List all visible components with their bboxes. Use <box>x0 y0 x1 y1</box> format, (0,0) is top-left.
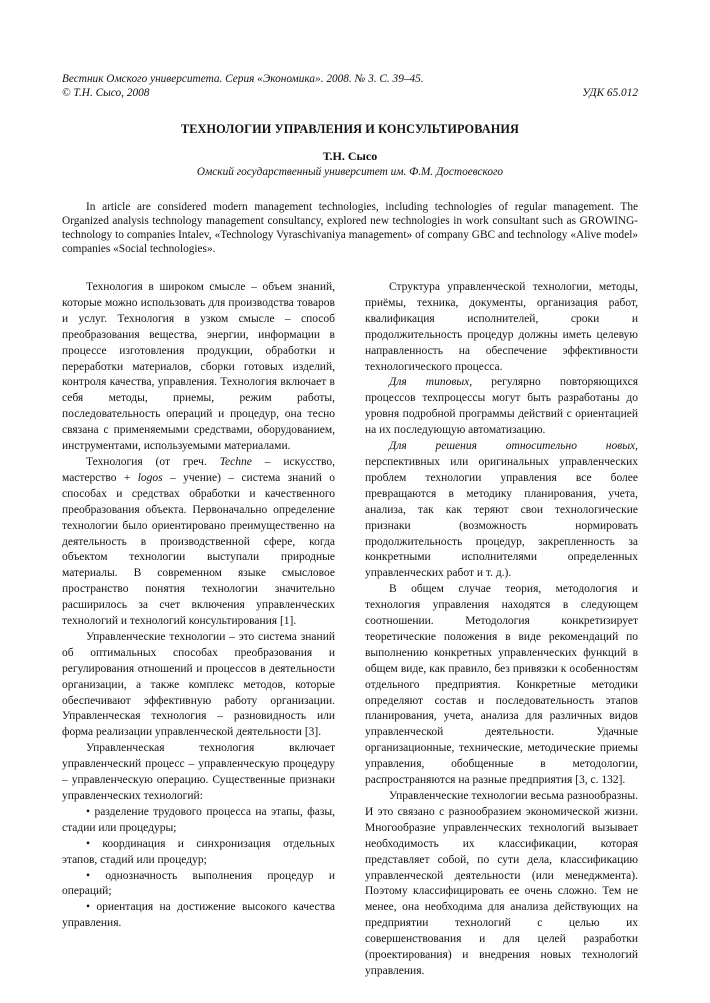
paragraph: Технология в широком смысле – объем знаний, которые можно использовать для производства товаров и услуг. Технология в узком смысле – способ преобразования вещества, энергии, информации в процессе изготовления продукции, обработки и переработки материалов, сборки готовых изделий, контроля качества, управления. Технология включает в себя методы, приемы, режим работы, последовательность операций и процедур, она тесно связана с применяемыми средствами, оборудованием, инструментами, используемыми материалами. <box>62 281 335 453</box>
paragraph: Технология (от греч. Techne – искусство, мастерство + logos – учение) – система знаний о способах и средствах обработки и качественного преобразования объекта. Первоначально определение технологии было ориентировано преимущественно на деятельность в производственной сфере, когда объектом технологии выступали природные материалы. В современном языке смысловое пространство понятия технологии значительно расширилось за счет включения управленческих технологий и технологий консультирования [1]. <box>62 455 335 628</box>
bullet-item: • координация и синхронизация отдельных этапов, стадий или процедур; <box>62 837 335 866</box>
bullet-item: • однозначность выполнения процедур и операций; <box>62 869 335 898</box>
paragraph: Структура управленческой технологии, методы, приёмы, техника, документы, организация работ, квалификация исполнителей, сроки и продолжительность процедур должны иметь целевую направленность на обеспечение эффективности технологического процесса. <box>365 281 638 373</box>
paragraph: Управленческие технологии весьма разнообразны. И это связано с разнообразием экономической жизни. Многообразие управленческих технологий вызывает необходимость их классификации, которая представляет собой, по сути дела, классификацию управленческой деятельности (или менеджмента). Поэтому классифицировать ее очень сложно. Тем не менее, она необходима для анализа действующих на предприятии технологий с целью их совершенствования и для целей разработки (проектирования) и внедрения новых технологий управления. <box>365 790 638 977</box>
body-columns <box>62 280 638 980</box>
left-column <box>62 280 335 980</box>
paragraph: Для типовых, регулярно повторяющихся процессов техпроцессы могут быть разработаны до уровня подробной программы действий с ориентацией на их последующую автоматизацию. <box>365 376 638 437</box>
author-name: Т.Н. Сысо <box>322 149 378 163</box>
udk-code: УДК 65.012 <box>582 87 638 99</box>
bullet-item: • ориентация на достижение высокого качества управления. <box>62 901 335 930</box>
running-header <box>62 72 638 100</box>
paragraph: В общем случае теория, методология и технология управления находятся в следующем соотношении. Методология конкретизирует теоретические положения в виде рекомендаций по выполнению конкретных управленческих функций в общем виде, как правило, без привязки к особенностям отдельного предприятия. Конкретные методики определяют состав и последовательность этапов планирования, учета, анализа для различных видов управленческой деятельности. Удачные организационные, технические, методические приемы управления, обобщенные в методологии, распространяются на разные предприятия [3, с. 132]. <box>365 583 638 787</box>
author-affiliation: Омский государственный университет им. Ф.М. Достоевского <box>196 166 504 178</box>
copyright-line: © Т.Н. Сысо, 2008 <box>62 87 150 99</box>
article-page <box>62 72 638 980</box>
article-title: ТЕХНОЛОГИИ УПРАВЛЕНИЯ И КОНСУЛЬТИРОВАНИЯ <box>180 122 520 136</box>
abstract: In article are considered modern management technologies, including technologies of regular management. The Organized analysis technology management consultancy, explored new technologies in work consultant such as GROWING-technology to companies Intalev, «Technology Vyraschivaniya management» of company GBC and technology «Alive model» companies «Social technologies». <box>62 201 638 255</box>
paragraph: Управленческая технология включает управленческий процесс – управленческую процедуру – управленческую операцию. Существенные признаки управленческих технологий: <box>62 742 335 802</box>
paragraph: Управленческие технологии – это система знаний об оптимальных способах преобразования и регулирования отношений и процессов в деятельности организации, а также комплекс методов, которые обеспечивают эффективную работу организации. Управленческая технология – разновидность или форма реализации управленческой деятельности [3]. <box>62 630 335 739</box>
right-column <box>365 280 638 980</box>
journal-citation: Вестник Омского университета. Серия «Экономика». 2008. № 3. С. 39–45. <box>62 73 424 85</box>
paragraph: Для решения относительно новых, перспективных или оригинальных управленческих проблем технологии управления все более превращаются в методику планирования, учета, анализа, так как теряют свои технологические признаки (возможность нормировать продолжительность процедур, закрепленность за конкретными исполнителями определенных управленческих работ и т. д.). <box>365 440 638 580</box>
bullet-item: • разделение трудового процесса на этапы, фазы, стадии или процедуры; <box>62 805 335 834</box>
